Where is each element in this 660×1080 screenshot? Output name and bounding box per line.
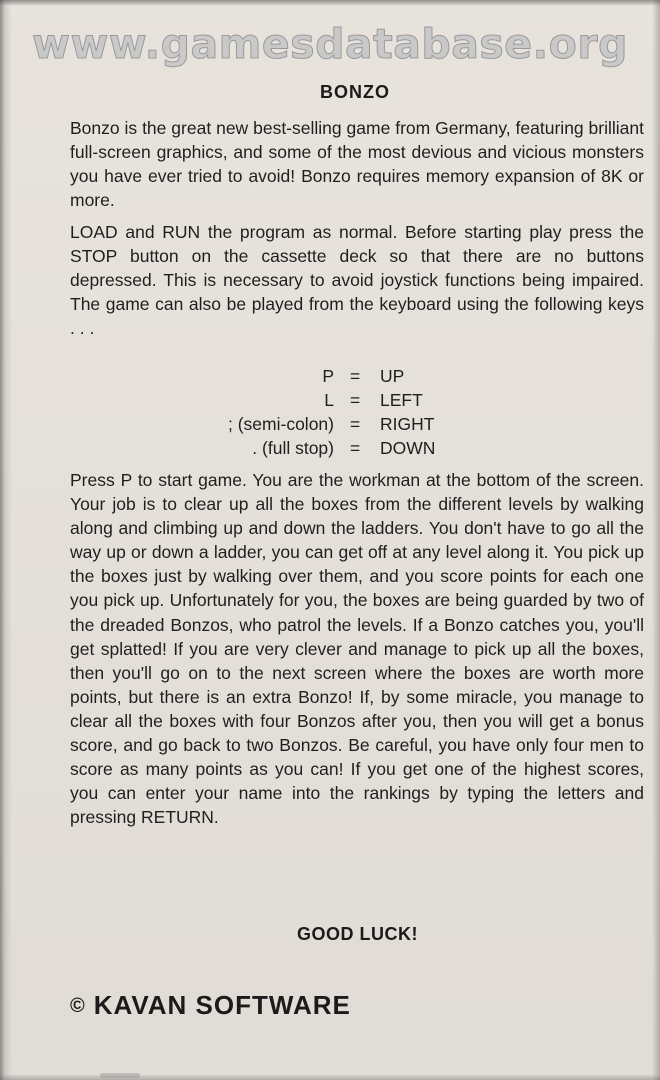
key-action: RIGHT bbox=[380, 414, 435, 435]
key-mapping-row bbox=[0, 364, 660, 388]
copyright-symbol: © bbox=[70, 995, 86, 1017]
key-action: LEFT bbox=[380, 390, 423, 411]
key-name: . (full stop) bbox=[252, 438, 334, 459]
paper-bottom-edge bbox=[0, 1074, 660, 1080]
key-mapping-row bbox=[0, 388, 660, 412]
paper-smudge bbox=[100, 1073, 140, 1078]
paper-top-edge bbox=[0, 0, 660, 6]
key-name: L bbox=[324, 390, 334, 411]
key-name: ; (semi-colon) bbox=[228, 414, 334, 435]
key-mapping-row bbox=[0, 436, 660, 460]
copyright-line bbox=[70, 990, 351, 1021]
paper-right-edge bbox=[652, 0, 660, 1080]
key-equals: = bbox=[350, 438, 361, 459]
key-action: DOWN bbox=[380, 438, 436, 459]
key-equals: = bbox=[350, 366, 361, 386]
key-mapping-row bbox=[0, 412, 660, 436]
key-action: UP bbox=[380, 366, 405, 386]
loading-paragraph: LOAD and RUN the program as normal. Before starting play press the STOP button on the cassette deck so that there are no buttons depressed. This is necessary to avoid joystick functions being impaired. The game can also be played from the keyboard using the following keys . . . bbox=[70, 222, 644, 339]
intro-paragraph: Bonzo is the great new best-selling game from Germany, featuring brilliant full-screen graphics, and some of the most devious and vicious monsters you have ever tried to avoid! Bonzo requires memory expansion of 8K or more. bbox=[70, 118, 644, 211]
document-title: BONZO bbox=[320, 82, 390, 102]
key-mapping-list bbox=[0, 364, 660, 460]
key-equals: = bbox=[350, 414, 361, 435]
gameplay-paragraph: Press P to start game. You are the workman at the bottom of the screen. Your job is to clear up all the boxes from the different levels by walking along and climbing up and down the ladders. You don't have to go all the way up or down a ladder, you can get off at any level along it. You pick up the boxes just by walking over them, and you score points for each one you pick up. Unfortunately for you, the boxes are being guarded by two of the dreaded Bonzos, who patrol the levels. If a Bonzo catches you, you'll get splatted! If you are very clever and manage to pick up all the boxes, then you'll go on to the next screen where the boxes are worth more points, but there is an extra Bonzo! If, by some miracle, you manage to clear all the boxes with four Bonzos after you, then you will get a bonus score, and go back to two Bonzos. Be careful, you have only four men to score as many points as you can! If you get one of the highest scores, you can enter your name into the rankings by typing the letters and pressing RETURN. bbox=[70, 470, 644, 828]
key-equals: = bbox=[350, 390, 361, 411]
publisher-name: KAVAN SOFTWARE bbox=[93, 990, 351, 1020]
key-name: P bbox=[322, 366, 334, 386]
closing-message: GOOD LUCK! bbox=[297, 924, 418, 944]
watermark: www.gamesdatabase.org bbox=[32, 20, 628, 68]
